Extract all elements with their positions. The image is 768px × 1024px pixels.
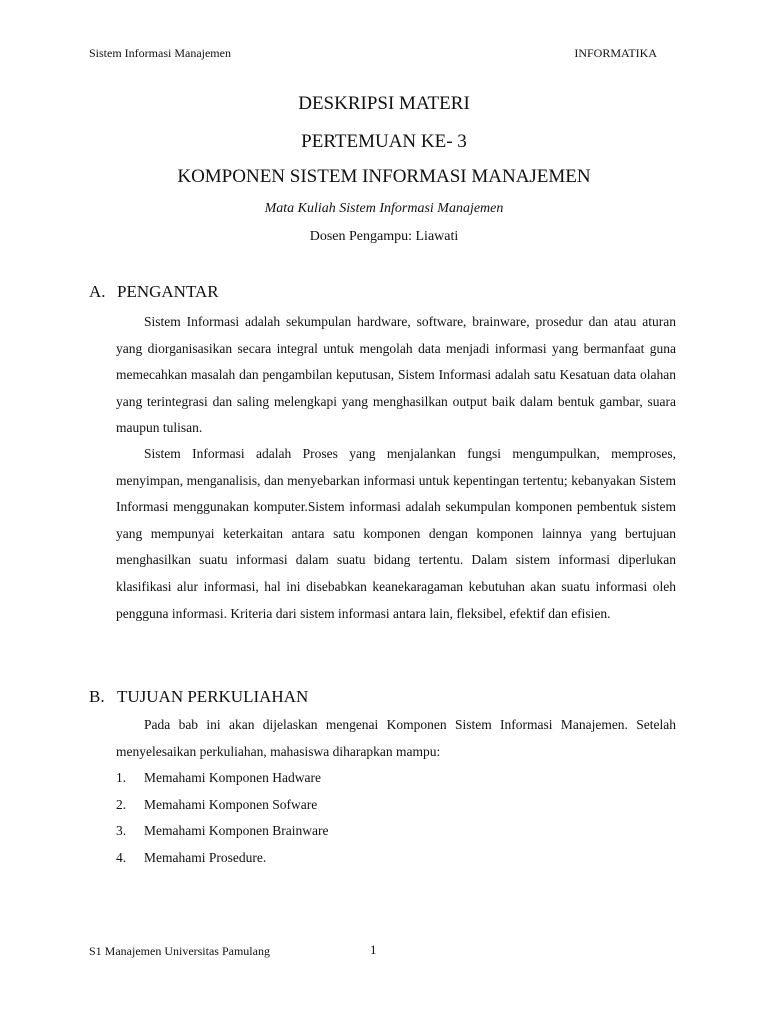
section-a-heading [89,282,219,302]
list-item-text: Memahami Komponen Sofware [144,796,318,812]
section-a-letter: A. [89,282,106,301]
list-item-number: 3. [116,823,127,839]
section-b-intro: Pada bab ini akan dijelaskan mengenai Komponen Sistem Informasi Manajemen. Setelah menyelesaikan perkuliahan, mahasiswa diharapkan mampu: [116,717,676,759]
list-item [116,818,328,845]
page-number: 1 [370,942,377,957]
header-left: Sistem Informasi Manajemen [89,46,231,60]
lecturer: Dosen Pengampu: Liawati [309,229,459,244]
footer-left: S1 Manajemen Universitas Pamulang [89,944,270,958]
title-line-3: KOMPONEN SISTEM INFORMASI MANAJEMEN [177,166,591,187]
list-item-text: Memahami Prosedure. [144,849,267,865]
section-b-letter: B. [89,687,105,706]
list-item-number: 1. [116,770,127,785]
objectives-list [116,765,328,871]
section-a-title: PENGANTAR [117,282,219,301]
header-right: INFORMATIKA [574,46,657,60]
section-b-title: TUJUAN PERKULIAHAN [117,687,309,706]
list-item [116,845,328,872]
section-a-paragraph-2: Sistem Informasi adalah Proses yang menjalankan fungsi mengumpulkan, memproses, menyimpan, menganalisis, dan menyebarkan informasi untuk kepentingan tertentu; kebanyakan Sistem Informasi menggunakan komputer.Sistem informasi adalah sekumpulan komponen pembentuk sistem yang mempunyai keterkaitan antara satu komponen dengan komponen lainnya yang bertujuan menghasilkan suatu informasi dalam suatu bidang tertentu. Dalam sistem informasi diperlukan klasifikasi alur informasi, hal ini disebabkan keanekaragaman kebutuhan akan suatu informasi oleh pengguna informasi. Kriteria dari sistem informasi antara lain, fleksibel, efektif dan efisien. [116,446,676,621]
list-item [116,765,328,792]
title-line-2: PERTEMUAN KE- 3 [301,131,467,152]
list-item-text: Memahami Komponen Hadware [144,770,321,785]
section-a-paragraph-1: Sistem Informasi adalah sekumpulan hardware, software, brainware, prosedur dan atau aturan yang diorganisasikan secara integral untuk mengolah data menjadi informasi yang bermanfaat guna memecahkan masalah dan pengambilan keputusan, Sistem Informasi adalah satu Kesatuan data olahan yang terintegrasi dan saling melengkapi yang menghasilkan output baik dalam bentuk gambar, suara maupun tulisan. [116,314,676,436]
list-item-text: Memahami Komponen Brainware [144,823,329,839]
list-item-number: 2. [116,796,127,812]
list-item-number: 4. [116,849,127,865]
title-line-1: DESKRIPSI MATERI [298,93,470,114]
list-item [116,792,328,819]
course-subtitle: Mata Kuliah Sistem Informasi Manajemen [264,201,504,216]
section-b-heading [89,687,308,707]
